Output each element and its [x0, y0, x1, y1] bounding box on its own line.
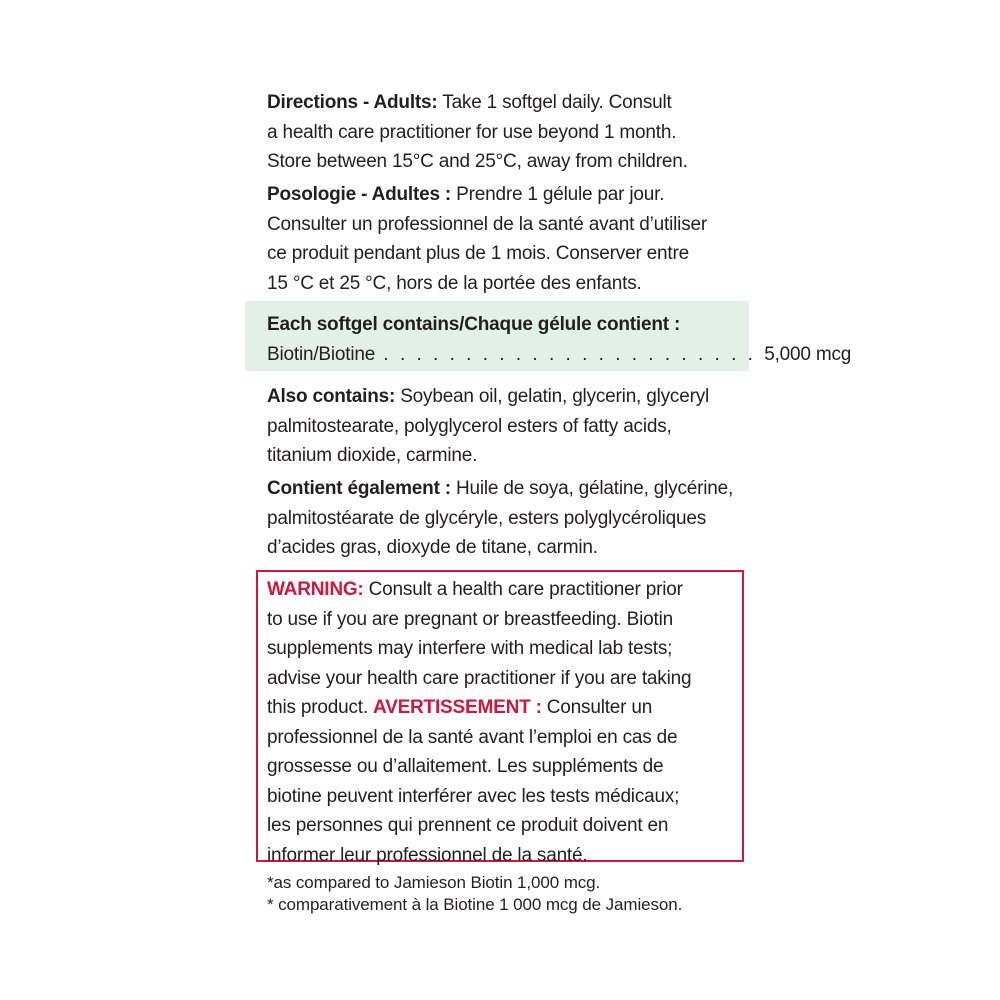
warning-line-6: professionnel de la santé avant l’emploi en cas de	[267, 726, 678, 748]
directions-fr-heading: Posologie - Adultes :	[267, 184, 452, 205]
also-contains-fr-line-2: palmitostéarate de glycéryle, esters polyglycéroliques	[267, 507, 707, 529]
also-contains-fr	[267, 474, 747, 563]
directions-en-line-1: Directions - Adults: Take 1 softgel daily. Consult	[267, 92, 672, 113]
ingredient-leader-dots: . . . . . . . . . . . . . . . . . . . . . . .	[375, 343, 765, 365]
warning-box	[256, 570, 744, 866]
directions-fr	[267, 180, 747, 298]
ingredient-amount: 5,000 mcg	[764, 343, 852, 365]
warning-line-4: advise your health care practitioner if you are taking	[267, 667, 692, 689]
warning-line-1: WARNING: Consult a health care practitioner prior	[267, 579, 683, 600]
warning-line-7: grossesse ou d’allaitement. Les suppléments de	[267, 756, 664, 777]
warning-line-10: informer leur professionnel de la santé.	[267, 844, 588, 866]
also-contains-en-line-3: titanium dioxide, carmine.	[267, 445, 478, 466]
footnote-fr: * comparativement à la Biotine 1 000 mcg de Jamieson.	[267, 895, 683, 914]
warning-line-8: biotine peuvent interférer avec les tests médicaux;	[267, 785, 680, 807]
warning-line-5: this product. AVERTISSEMENT : Consulter un	[267, 697, 653, 718]
footnotes	[267, 872, 682, 916]
directions-fr-line-3: ce produit pendant plus de 1 mois. Conserver entre	[267, 243, 689, 264]
warning-text	[267, 575, 691, 870]
warning-heading-fr: AVERTISSEMENT :	[372, 697, 542, 718]
warning-line-2: to use if you are pregnant or breastfeeding. Biotin	[267, 608, 673, 630]
also-contains-fr-line-3: d’acides gras, dioxyde de titane, carmin.	[267, 537, 598, 558]
also-contains-fr-heading: Contient également :	[267, 478, 451, 499]
ingredient-row	[267, 340, 851, 370]
directions-en-line-2: a health care practitioner for use beyond 1 month.	[267, 121, 677, 143]
directions-fr-line-1: Posologie - Adultes : Prendre 1 gélule par jour.	[267, 184, 665, 205]
warning-heading-en: WARNING:	[267, 579, 364, 600]
warning-line-9: les personnes qui prennent ce produit doivent en	[267, 815, 669, 836]
directions-fr-line-2: Consulter un professionnel de la santé avant d’utiliser	[267, 213, 707, 235]
directions-fr-line-4: 15 °C et 25 °C, hors de la portée des enfants.	[267, 272, 642, 294]
also-contains-en-line-1: Also contains: Soybean oil, gelatin, glycerin, glyceryl	[267, 386, 710, 407]
ingredient-name: Biotin/Biotine	[267, 343, 376, 365]
directions-en-heading: Directions - Adults:	[267, 92, 438, 113]
also-contains-en-heading: Also contains:	[267, 386, 396, 407]
also-contains-fr-line-1: Contient également : Huile de soya, gélatine, glycérine,	[267, 478, 734, 499]
medicinal-ingredients	[267, 310, 851, 369]
ingredients-heading: Each softgel contains/Chaque gélule contient :	[267, 314, 681, 335]
directions-en-line-3: Store between 15°C and 25°C, away from children.	[267, 151, 688, 172]
medicinal-ingredients-panel	[245, 301, 852, 371]
also-contains-en-line-2: palmitostearate, polyglycerol esters of fatty acids,	[267, 415, 672, 437]
footnote-en: *as compared to Jamieson Biotin 1,000 mcg.	[267, 873, 601, 892]
also-contains-en	[267, 382, 747, 471]
warning-line-3: supplements may interfere with medical lab tests;	[267, 638, 673, 659]
directions-en	[267, 88, 747, 177]
